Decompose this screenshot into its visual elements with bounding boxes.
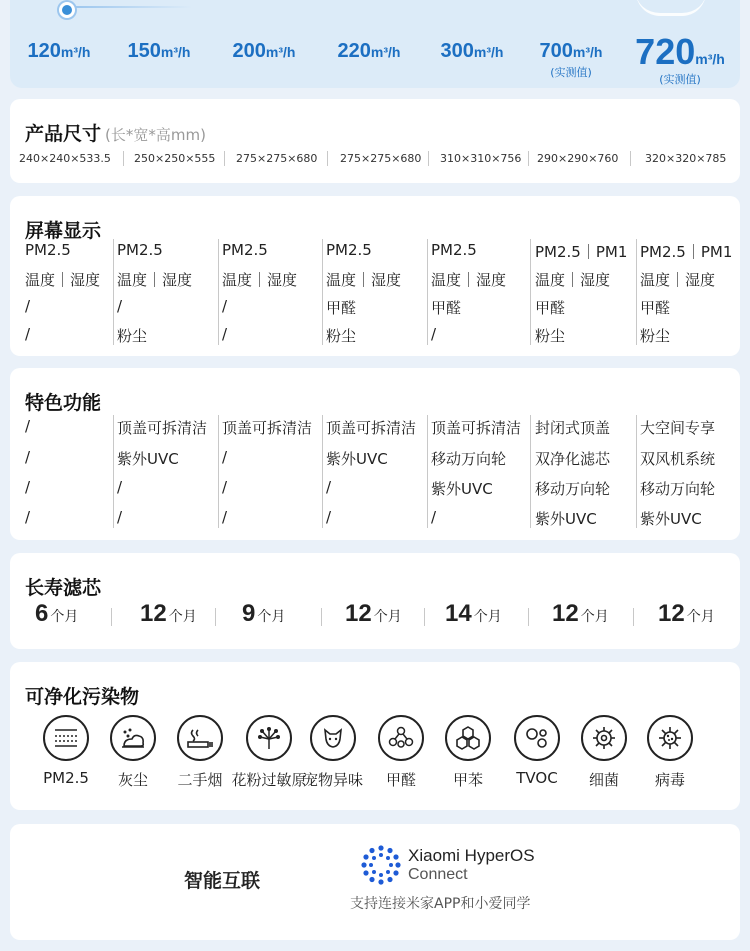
divider [630, 151, 631, 166]
divider [528, 608, 529, 626]
spec-cell: / [222, 297, 228, 315]
pollutant-item [103, 715, 163, 790]
spec-cell: PM2.5｜PM1 [640, 243, 733, 261]
spec-cell: / [222, 325, 228, 343]
pollutant-label: 宠物异味 [303, 771, 364, 789]
airflow-item: 220m³/h [337, 40, 401, 62]
divider [218, 415, 219, 528]
spec-cell: 温度｜湿度 [535, 271, 611, 289]
size-value: 275×275×680 [236, 152, 318, 165]
filter-life [552, 600, 609, 628]
spec-cell: / [117, 478, 123, 496]
spec-cell: / [222, 508, 228, 526]
filter-months: 6 [35, 600, 49, 627]
spec-cell: 粉尘 [640, 327, 671, 345]
pollutant-label: 花粉过敏原 [231, 771, 307, 789]
spec-cell: 紫外UVC [431, 480, 493, 498]
pollutant-item [231, 715, 307, 790]
divider [528, 151, 529, 166]
size-value: 275×275×680 [340, 152, 422, 165]
filter-unit: 个月 [580, 609, 609, 625]
divider [113, 415, 114, 528]
filter-unit: 个月 [257, 609, 286, 625]
pollutant-item [36, 715, 96, 787]
spec-cell: 紫外UVC [326, 450, 388, 468]
divider [327, 151, 328, 166]
spec-cell: 粉尘 [326, 327, 357, 345]
airflow-item: 700m³/h (实测值) [534, 40, 608, 80]
spec-cell: 移动万向轮 [640, 480, 716, 498]
filter-months: 12 [658, 600, 685, 627]
pollutant-label: PM2.5 [43, 769, 89, 787]
pm25-icon [43, 715, 89, 761]
virus-icon [647, 715, 693, 761]
divider [123, 151, 124, 166]
pollutant-label: TVOC [516, 769, 558, 787]
airflow-item: 200m³/h [232, 40, 296, 62]
spec-cell: PM2.5｜PM1 [535, 243, 628, 261]
spec-cell: / [117, 297, 123, 315]
filter-life [658, 600, 715, 628]
spec-cell: / [25, 297, 31, 315]
pollutant-label: 灰尘 [117, 771, 148, 789]
divider [530, 415, 531, 528]
pollutant-item [574, 715, 634, 790]
airflow-header [10, 0, 740, 88]
pet-icon [310, 715, 356, 761]
measured-note: (实测值) [550, 66, 592, 79]
spec-cell: 温度｜湿度 [117, 271, 193, 289]
spec-cell: 双净化滤芯 [535, 450, 611, 468]
connect-title: 智能互联 [184, 870, 261, 892]
airflow-item: 720m³/h (实测值) [630, 31, 730, 87]
size-value: 250×250×555 [134, 152, 216, 165]
wave-decor [636, 0, 706, 16]
filter-unit: 个月 [373, 609, 402, 625]
filter-section [10, 553, 740, 649]
airflow-item: 300m³/h [440, 40, 504, 62]
section-title: 可净化污染物 [25, 686, 140, 708]
filter-months: 12 [140, 600, 167, 627]
divider [113, 239, 114, 345]
pollutant-item [438, 715, 498, 790]
tvoc-icon [514, 715, 560, 761]
divider [633, 608, 634, 626]
pollutant-item [640, 715, 700, 790]
bacteria-icon [581, 715, 627, 761]
filter-life [445, 600, 502, 628]
connect-section [10, 824, 740, 940]
pollutants-section [10, 662, 740, 810]
brand-line2: Connect [408, 866, 468, 883]
divider [322, 415, 323, 528]
filter-months: 14 [445, 600, 472, 627]
section-title: 长寿滤芯 [25, 577, 102, 599]
filter-unit: 个月 [168, 609, 197, 625]
airflow-item: 120m³/h [27, 40, 91, 62]
spec-cell: / [117, 508, 123, 526]
spec-cell: / [222, 448, 228, 466]
size-hint: (长*宽*高mm) [105, 126, 206, 144]
divider [636, 415, 637, 528]
divider [424, 608, 425, 626]
spec-cell: / [25, 448, 31, 466]
features-section [10, 368, 740, 540]
filter-life [345, 600, 402, 628]
size-value: 240×240×533.5 [19, 152, 111, 165]
smoke-icon [177, 715, 223, 761]
screen-section [10, 196, 740, 356]
spec-cell: / [25, 325, 31, 343]
spec-cell: / [222, 478, 228, 496]
divider [427, 239, 428, 345]
measured-note: (实测值) [659, 73, 701, 86]
pollutant-item [303, 715, 363, 790]
spec-cell: 粉尘 [117, 327, 148, 345]
spec-cell: 大空间专享 [640, 419, 716, 437]
filter-life [242, 600, 285, 628]
divider [218, 239, 219, 345]
filter-unit: 个月 [686, 609, 715, 625]
spec-cell: 粉尘 [535, 327, 566, 345]
size-value: 290×290×760 [537, 152, 619, 165]
spec-cell: PM2.5 [222, 241, 268, 259]
divider [530, 239, 531, 345]
toluene-icon [445, 715, 491, 761]
pollutant-item [507, 715, 567, 787]
pollutant-label: 甲苯 [452, 771, 483, 789]
spec-cell: 温度｜湿度 [25, 271, 101, 289]
spec-cell: 甲醛 [535, 299, 566, 317]
spec-cell: 移动万向轮 [431, 450, 507, 468]
divider [321, 608, 322, 626]
divider [215, 608, 216, 626]
size-section [10, 99, 740, 183]
pollutant-label: 甲醛 [385, 771, 416, 789]
size-value: 310×310×756 [440, 152, 522, 165]
spec-cell: 移动万向轮 [535, 480, 611, 498]
spec-cell: 甲醛 [640, 299, 671, 317]
spec-cell: 甲醛 [431, 299, 462, 317]
airflow-item: 150m³/h [127, 40, 191, 62]
spec-cell: 紫外UVC [535, 510, 597, 528]
spec-cell: 紫外UVC [117, 450, 179, 468]
spec-cell: PM2.5 [117, 241, 163, 259]
divider [111, 608, 112, 626]
spec-cell: 顶盖可拆清洁 [222, 419, 313, 437]
filter-unit: 个月 [50, 609, 79, 625]
divider [322, 239, 323, 345]
spec-cell: 紫外UVC [640, 510, 702, 528]
filter-months: 12 [552, 600, 579, 627]
spec-cell: 顶盖可拆清洁 [431, 419, 522, 437]
spec-cell: / [431, 508, 437, 526]
spec-cell: / [25, 508, 31, 526]
spec-cell: PM2.5 [326, 241, 372, 259]
divider [428, 151, 429, 166]
filter-months: 9 [242, 600, 256, 627]
spec-cell: / [326, 478, 332, 496]
divider [636, 239, 637, 345]
formaldehyde-icon [378, 715, 424, 761]
pollutant-item [371, 715, 431, 790]
pollen-icon [246, 715, 292, 761]
brand-line1: Xiaomi HyperOS [408, 846, 535, 865]
pollutant-label: 二手烟 [177, 771, 223, 789]
spec-cell: / [25, 417, 31, 435]
spec-cell: PM2.5 [431, 241, 477, 259]
pollutant-label: 细菌 [588, 771, 619, 789]
section-title: 屏幕显示 [25, 220, 102, 242]
spec-cell: 温度｜湿度 [222, 271, 298, 289]
section-title: 产品尺寸 (长*宽*高mm) [25, 123, 206, 145]
spec-cell: 封闭式顶盖 [535, 419, 611, 437]
spec-cell: / [431, 325, 437, 343]
size-value: 320×320×785 [645, 152, 727, 165]
dust-icon [110, 715, 156, 761]
spec-cell: 甲醛 [326, 299, 357, 317]
connect-subtitle: 支持连接米家APP和小爱同学 [350, 896, 531, 912]
spec-cell: 温度｜湿度 [640, 271, 716, 289]
spec-cell: / [25, 478, 31, 496]
spec-cell: 温度｜湿度 [326, 271, 402, 289]
filter-life [35, 600, 78, 628]
spec-cell: 顶盖可拆清洁 [117, 419, 208, 437]
pollutant-label: 病毒 [654, 771, 685, 789]
filter-life [140, 600, 197, 628]
spec-cell: 顶盖可拆清洁 [326, 419, 417, 437]
divider [224, 151, 225, 166]
filter-months: 12 [345, 600, 372, 627]
divider [427, 415, 428, 528]
filter-unit: 个月 [473, 609, 502, 625]
spec-cell: 双风机系统 [640, 450, 716, 468]
hyperos-logo-icon [360, 844, 402, 890]
slider-dot-icon [59, 2, 75, 18]
section-title: 特色功能 [25, 392, 102, 414]
spec-cell: PM2.5 [25, 241, 71, 259]
airflow-decor-line [72, 6, 192, 8]
pollutant-item [170, 715, 230, 790]
spec-cell: 温度｜湿度 [431, 271, 507, 289]
spec-cell: / [326, 508, 332, 526]
